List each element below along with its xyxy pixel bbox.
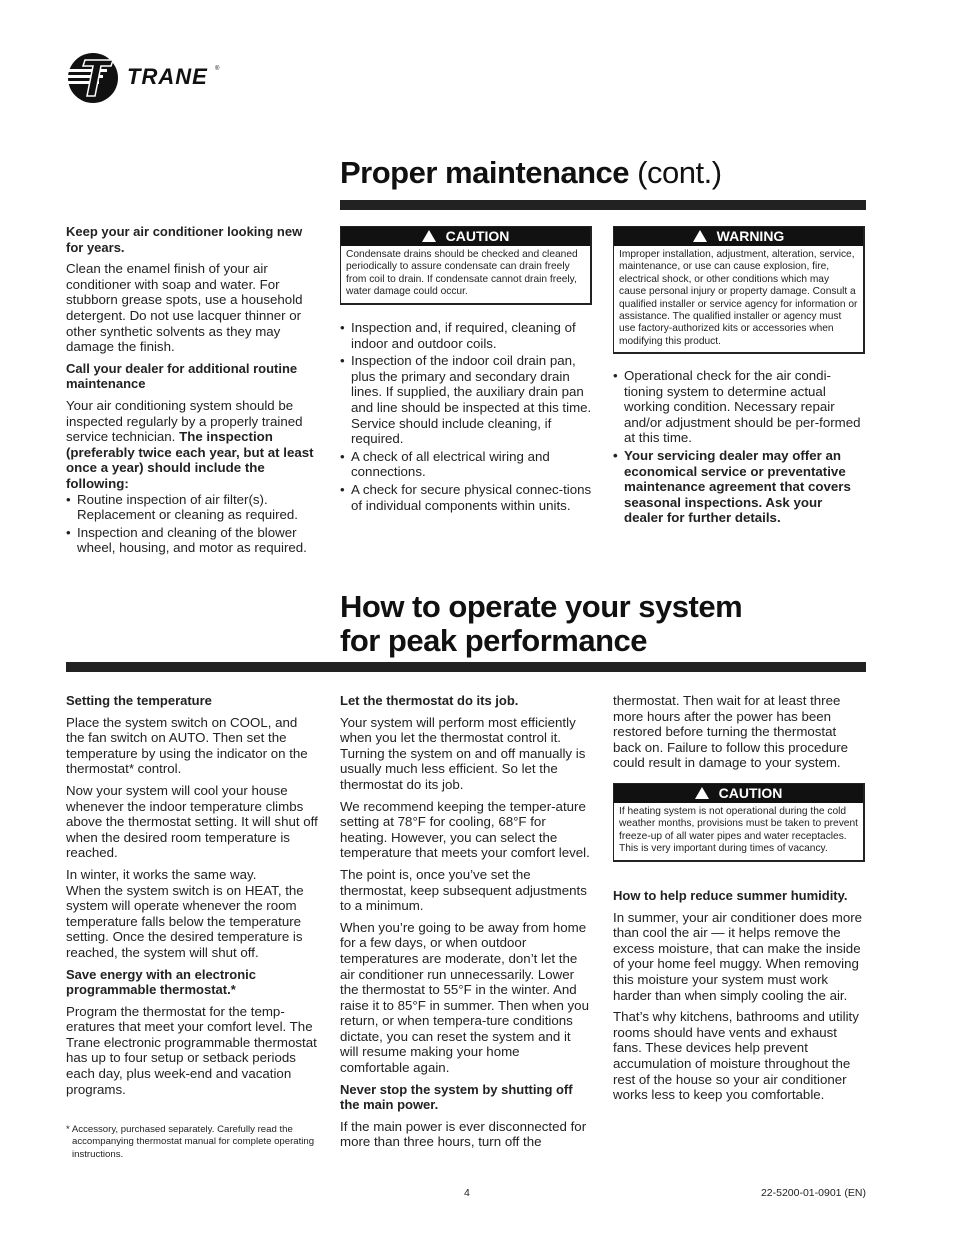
paragraph: We recommend keeping the temper-ature setting at 78°F for cooling, 68°F for heating. However, you can select the temperature that meets your comfort level. [340,798,590,861]
heading: How to help reduce summer humidity. [613,888,848,903]
trane-logo [67,52,267,104]
section-title-maintenance [340,155,722,191]
caution-box [613,783,865,862]
list-item: • Your servicing dealer may offer an economical service or preventative maintenance agreement that covers seasonal inspections. Ask your dealer for further details. [613,448,865,526]
paragraph: The point is, once you’ve set the thermostat, keep subsequent adjustments to a minimum. [340,866,587,914]
paragraph: Program the thermostat for the temp-eratures that meet your comfort level. The Trane electronic programmable thermostat has up to four setup or setback periods each day, plus week-end and vacation programs. [66,1003,317,1097]
list-item: • Inspection and cleaning of the blower wheel, housing, and motor as required. [66,525,318,556]
registered-mark: ® [215,66,220,72]
title-rule [66,662,866,672]
operate-column-3-lower [613,888,865,1109]
bold-text: The inspection (preferably twice each year, but at least once a year) should include the following: [66,429,314,491]
bullet-list [340,320,592,513]
document-number: 22-5200-01-0901 (EN) [760,1187,866,1199]
caution-box [340,226,592,305]
paragraph: thermostat. Then wait for at least three more hours after the power has been restored before turning the thermostat back on. Failure to follow this procedure could result in damage to your system. [613,693,849,771]
trane-logo-mark [67,52,119,104]
warning-triangle-icon [693,230,707,242]
heading: Save energy with an electronic programmable thermostat.* [66,966,257,998]
maintenance-column-3 [613,368,865,528]
operate-column-1 [66,693,318,1103]
paragraph: When you’re going to be away from home for a few days, or when outdoor temperatures are moderate, don’t let the air conditioner run unnecessarily. Lower the thermostat to 55°F in the winter. And raise it to 85°F in summer. Then when you return, or when tempera-ture conditions dictate, you can reset the system and it will resume making your home comfortable again. [340,919,589,1076]
paragraph: Place the system switch on COOL, and the fan switch on AUTO. Then set the temperature by using the indicator on the thermostat* control. [66,714,308,777]
title-bold: Proper maintenance [340,155,630,190]
list-item: • Operational check for the air condi-tioning system to determine actual working condition. Necessary repair and/or adjustment should be per-formed at this time. [613,368,865,446]
text: When the system switch is on HEAT, the system will operate whenever the room temperature falls below the temperature setting. Once the desired temperature is reached, the system will shut off. [66,882,304,960]
text: In winter, it works the same way. [66,866,257,882]
paragraph: Now your system will cool your house whenever the indoor temperature climbs above the thermostat setting. It will shut off when the desired room temperature is reached. [66,782,318,861]
paragraph: In summer, your air conditioner does more than cool the air — it helps remove the excess moisture, that can make the inside of your home feel muggy. When removing this moisture your system must work harder than when simply cooling the air. [613,909,863,1003]
heading: Keep your air conditioner looking new for years. [66,224,303,255]
heading: Never stop the system by shutting off the main power. [340,1081,573,1113]
warning-triangle-icon [422,230,436,242]
paragraph: Your system will perform most efficiently when you let the thermostat control it. Turning the system on and off manually is usually much less efficient. So let the thermostat do its job. [340,714,586,792]
warning-text: Improper installation, adjustment, alteration, service, maintenance, or use can cause explosion, fire, electrical shock, or other conditions which may cause personal injury or property damage. Consult a qualified installer or service agency for information or assistance. The qualified installer or agency must use factory-authorized kits or accessories when modifying this product. [619,249,858,347]
bullet-list [613,368,865,526]
heading: Setting the temperature [66,693,212,708]
operate-column-2 [340,693,592,1156]
title-line: for peak performance [340,623,647,658]
maintenance-column-1 [66,224,318,558]
title-light: (cont.) [637,155,722,190]
heading: Call your dealer for additional routine maintenance [66,360,298,392]
caution-header [341,227,590,246]
operate-column-3 [613,693,865,777]
section-title-operate [340,590,742,658]
caution-label: CAUTION [718,785,783,801]
caution-text: If heating system is not operational during the cold weather months, provisions must be taken to prevent freeze-up of all water pipes and water receptacles. This is very important during times of vacancy. [619,806,858,855]
warning-header [614,227,863,246]
page-number: 4 [464,1187,470,1199]
list-item: • A check of all electrical wiring and connections. [340,449,592,480]
paragraph [66,398,318,492]
maintenance-column-2 [340,320,592,515]
bullet-list [66,492,318,556]
caution-text: Condensate drains should be checked and cleaned periodically to assure condensate can drain freely from coil to drain. If condensate cannot drain freely, water damage could occur. [346,249,578,298]
list-item: • Inspection of the indoor coil drain pan, plus the primary and secondary drain lines. If supplied, the auxiliary drain pan and line should be inspected at this time. Service should include cleaning, if required. [340,353,592,447]
list-item: • Routine inspection of air filter(s). Replacement or cleaning as required. [66,492,318,523]
paragraph: If the main power is ever disconnected for more than three hours, turn off the [340,1118,587,1150]
footnote: * Accessory, purchased separately. Carefully read the accompanying thermostat manual for complete operating instructions. [66,1124,315,1160]
caution-header [614,784,863,803]
warning-label: WARNING [716,228,785,244]
text: Your air conditioning system should be inspected regularly by a properly trained service technician. [66,397,303,445]
title-line: How to operate your system [340,589,743,624]
warning-box [613,226,865,354]
paragraph: Clean the enamel finish of your air conditioner with soap and water. For stubborn grease spots, use a household detergent. Do not use lacquer thinner or other synthetic solvents as they may damage the finish. [66,261,303,355]
warning-triangle-icon [695,787,709,799]
title-rule [340,200,866,210]
brand-name: TRANE [127,64,208,89]
caution-label: CAUTION [445,228,510,244]
paragraph: That’s why kitchens, bathrooms and utility rooms should have vents and exhaust fans. These devices help prevent accumulation of moisture throughout the rest of the house so your air conditioner works less to keep you comfortable. [613,1009,859,1103]
list-item: • Inspection and, if required, cleaning of indoor and outdoor coils. [340,320,592,351]
list-item: • A check for secure physical connec-tions of individual components within units. [340,482,592,513]
heading: Let the thermostat do its job. [340,693,519,708]
paragraph [66,867,318,961]
